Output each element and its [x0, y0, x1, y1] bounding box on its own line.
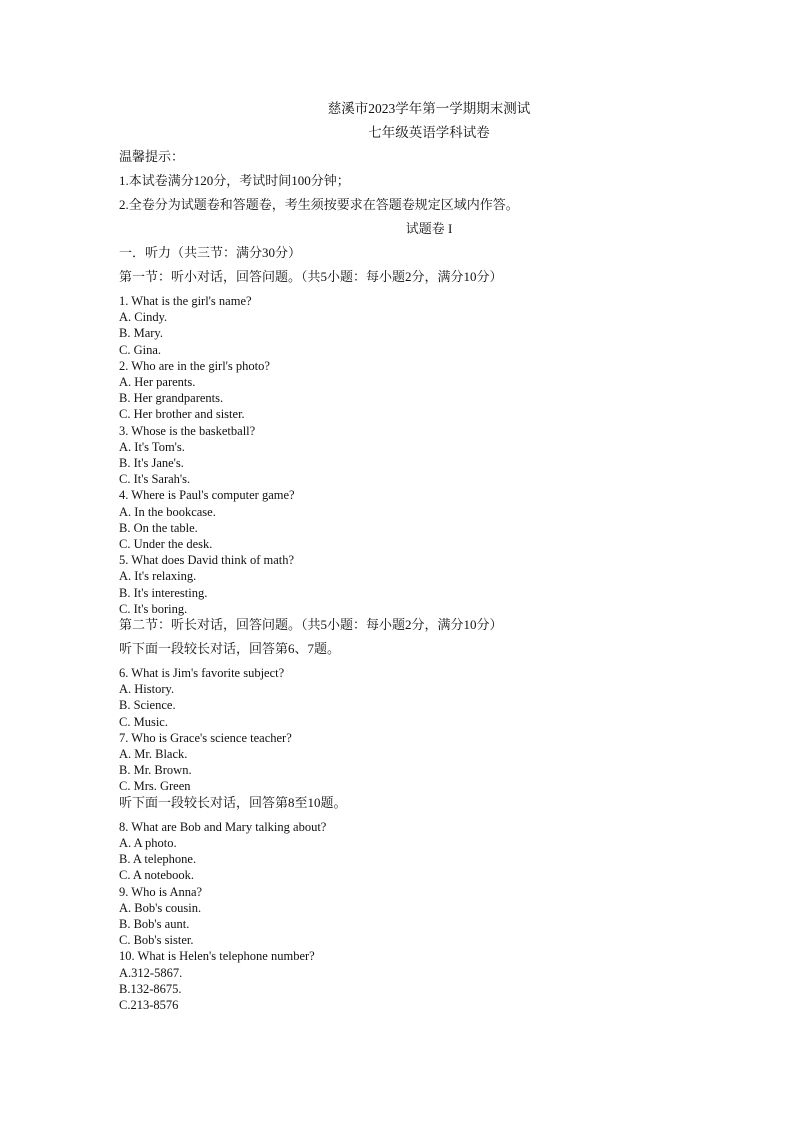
paper-title: 试题卷 I [405, 221, 453, 236]
option: B. It's interesting. [119, 585, 208, 600]
question: 1. What is the girl's name? [119, 294, 252, 308]
section2-heading: 第二节：听长对话，回答问题。（共5小题：每小题2分，满分10分） [119, 617, 503, 633]
section2-intro-1: 听下面一段较长对话，回答第6、7题。 [119, 641, 341, 657]
question: 4. Where is Paul's computer game? [119, 488, 295, 503]
exam-title: 慈溪市2023学年第一学期期末测试 [327, 101, 531, 116]
option: C. Gina. [119, 342, 162, 357]
option: B. Mary. [119, 326, 163, 341]
option: A. It's Tom's. [119, 439, 185, 454]
page-content [119, 99, 739, 1013]
notice-item-2: 2.全卷分为试题卷和答题卷，考生须按要求在答题卷规定区域内作答。 [119, 197, 519, 212]
option: A. Her parents. [119, 375, 196, 390]
option: C. It's boring. [119, 601, 188, 616]
option: B. It's Jane's. [119, 456, 184, 471]
option: C. Music. [119, 714, 168, 729]
option: A. It's relaxing. [119, 569, 197, 584]
question: 10. What is Helen's telephone number? [119, 949, 315, 964]
question: 6. What is Jim's favorite subject? [119, 666, 285, 681]
part1-heading: 一．听力（共三节：满分30分） [119, 245, 302, 260]
option: B. Science. [119, 698, 176, 713]
notice-label: 温馨提示： [119, 149, 185, 164]
option: B. A telephone. [119, 852, 197, 867]
section2-group1 [119, 665, 739, 795]
option: B. Mr. Brown. [119, 763, 192, 778]
option: B. Bob's aunt. [119, 916, 190, 931]
section2-intro-2: 听下面一段较长对话，回答第8至10题。 [119, 794, 347, 810]
option: A. Mr. Black. [119, 747, 188, 762]
option: C.213-8576 [119, 997, 179, 1012]
question: 2. Who are in the girl's photo? [119, 358, 270, 373]
section2-group2 [119, 819, 739, 1013]
option: B.132-8675. [119, 981, 182, 996]
option: A. A photo. [119, 835, 177, 850]
question: 3. Whose is the basketball? [119, 423, 256, 438]
option: C. A notebook. [119, 868, 195, 883]
exam-subtitle: 七年级英语学科试卷 [368, 125, 490, 140]
option: C. Mrs. Green [119, 779, 191, 794]
option: C. Her brother and sister. [119, 407, 245, 422]
option: B. On the table. [119, 520, 198, 535]
notice-item-1: 1.本试卷满分120分，考试时间100分钟； [119, 173, 350, 188]
option: C. It's Sarah's. [119, 472, 191, 487]
question: 9. Who is Anna? [119, 884, 203, 899]
option: A. Cindy. [119, 310, 168, 325]
question: 5. What does David think of math? [119, 553, 295, 568]
question: 8. What are Bob and Mary talking about? [119, 819, 327, 834]
section1-heading: 第一节：听小对话，回答问题。（共5小题：每小题2分，满分10分） [119, 269, 503, 284]
option: A.312-5867. [119, 965, 183, 980]
option: C. Under the desk. [119, 537, 213, 552]
option: B. Her grandparents. [119, 391, 224, 406]
option: A. In the bookcase. [119, 504, 216, 519]
section1-questions [119, 293, 739, 617]
option: A. Bob's cousin. [119, 900, 202, 915]
question: 7. Who is Grace's science teacher? [119, 730, 292, 745]
option: C. Bob's sister. [119, 933, 194, 948]
option: A. History. [119, 682, 175, 697]
